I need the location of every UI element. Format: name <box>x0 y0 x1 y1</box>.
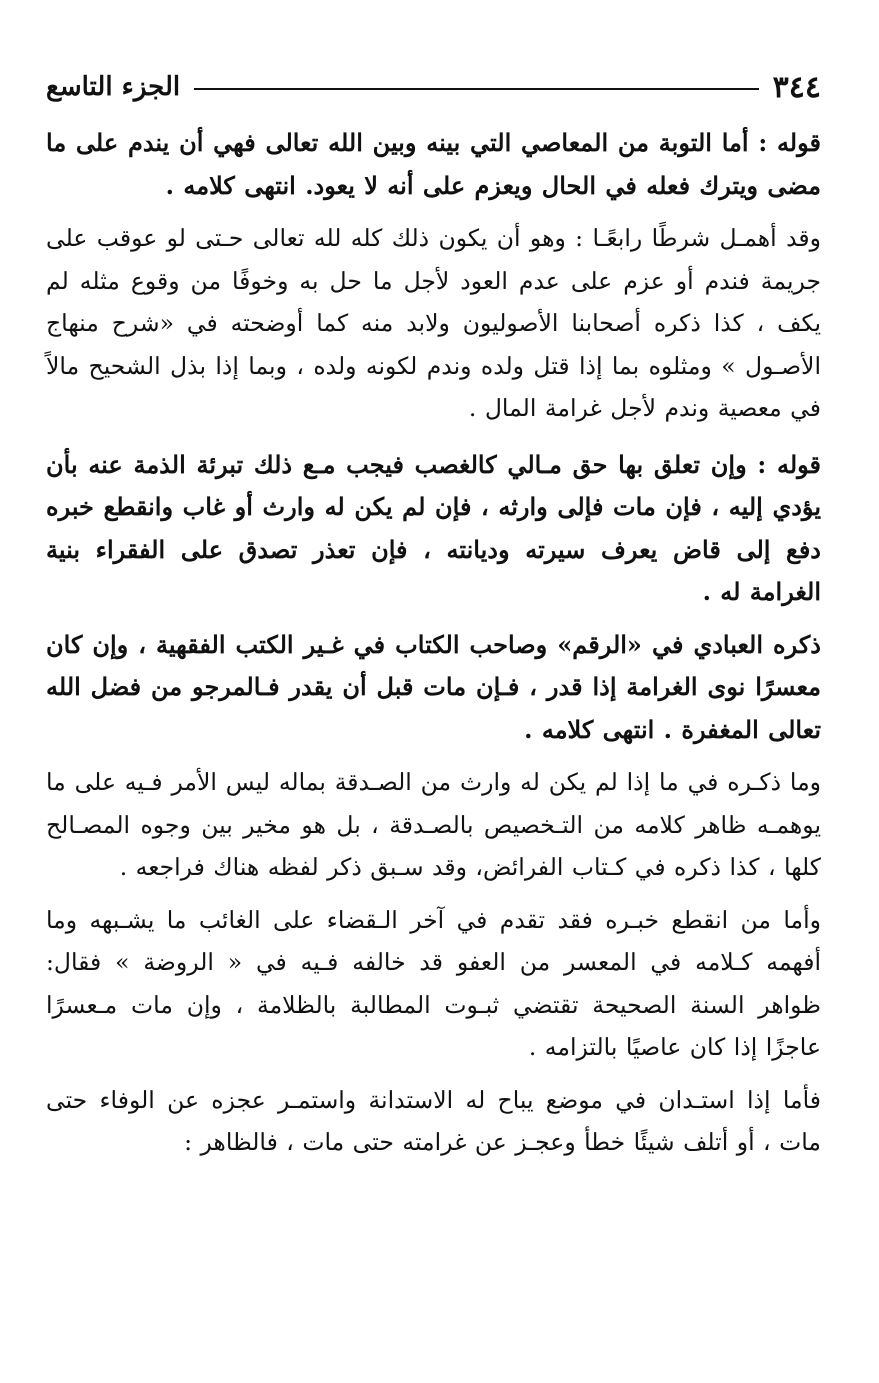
paragraph-commentary-4: فأما إذا استـدان في موضع يباح له الاستدانة واستمـر عجزه عن الوفاء حتى مات ، أو أتلف شيئًا خطأ وعجـز عن غرامته حتى مات ، فالظاهر : <box>46 1085 821 1156</box>
part-title: الجزء التاسع <box>46 72 181 102</box>
paragraph-quote-3: ذكره العبادي في «الرقم» وصاحب الكتاب في غـير الكتب الفقهية ، وإن كان معسرًا نوى الغرامة إذا قدر ، فـإن مات قبل أن يقدر فـالمرجو من فضل الله تعالى المغفرة . انتهى كلامه . <box>46 629 821 744</box>
paragraph-quote-2: قوله : وإن تعلق بها حق مـالي كالغصب فيجب مـع ذلك تبرئة الذمة عنه بأن يؤدي إليه ، فإن مات فإلى وارثه ، فإن لم يكن له وارث أو غاب وانقطع خبره دفع إلى قاض يعرف سيرته وديانته ، فإن تعذر تصدق على الفقراء بنية الغرامة له . <box>46 449 821 606</box>
running-header <box>46 62 821 112</box>
header-rule <box>194 88 759 90</box>
paragraph-commentary-3: وأما من انقطع خبـره فقد تقدم في آخر الـقضاء على الغائب ما يشـبهه وما أفهمه كـلامه في المعسر من العفو قد خالفه فـيه في « الروضة » فقال: ظواهر السنة الصحيحة تقتضي ثبـوت المطالبة بالظلامة ، وإن مات مـعسرًا عاجزًا إذا كان عاصيًا بالتزامه . <box>46 905 821 1061</box>
page-number: ٣٤٤ <box>772 69 821 105</box>
paragraph-commentary-1: وقد أهمـل شرطًا رابعًـا : وهو أن يكون ذلك كله لله تعالى حـتى لو عوقب على جريمة فندم أو عزم على عدم العود لأجل ما حل به وخوفًا من وقوع مثله لم يكف ، كذا ذكره أصحابنا الأصوليون ولابد منه كما أوضحته في «شرح منهاج الأصـول » ومثلوه بما إذا قتل ولده وندم لكونه ولده ، وبما إذا بذل الشحيح مالاً في معصية وندم لأجل غرامة المال . <box>46 224 821 422</box>
paragraph-commentary-2: وما ذكـره في ما إذا لم يكن له وارث من الصـدقة بماله ليس الأمر فـيه على ما يوهمـه ظاهر كلامه من التـخصيص بالصـدقة ، بل هو مخير بين وجوه المصـالح كلها ، كذا ذكره في كـتاب الفرائض، وقد سـبق ذكر لفظه هناك فراجعه . <box>46 768 821 881</box>
paragraph-quote-1: قوله : أما التوبة من المعاصي التي بينه وبين الله تعالى فهي أن يندم على ما مضى ويترك فعله في الحال ويعزم على أنه لا يعود. انتهى كلامه . <box>46 128 821 200</box>
